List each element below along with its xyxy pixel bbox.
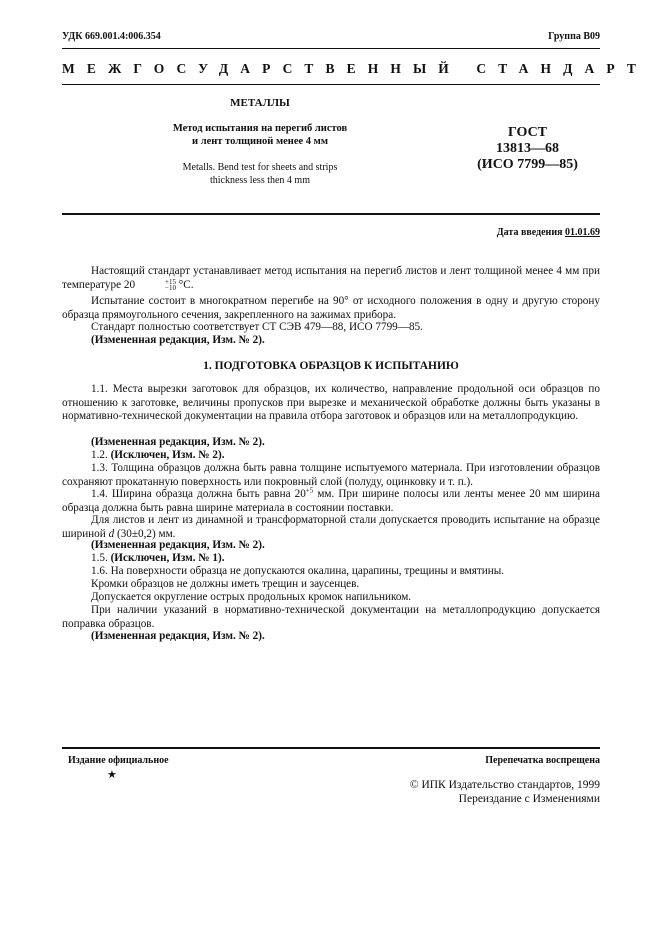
star-icon: ★ bbox=[107, 769, 117, 781]
classification-group: Группа В09 bbox=[548, 31, 600, 42]
temperature-tolerance: +15 −10 bbox=[165, 277, 176, 292]
introduction-date-value: 01.01.69 bbox=[565, 227, 600, 238]
official-edition: Издание официальное bbox=[68, 755, 169, 766]
clause-1-6-edges: Кромки образцов не должны иметь трещин и заусенцев. bbox=[91, 578, 360, 590]
clause-1-6-change: (Измененная редакция, Изм. № 2). bbox=[91, 630, 265, 642]
banner-interstate-standard: МЕЖГОСУДАРСТВЕННЫЙ СТАНДАРТ bbox=[62, 61, 648, 76]
intro-change-note: (Измененная редакция, Изм. № 2). bbox=[91, 334, 265, 346]
introduction-date-label: Дата введения bbox=[496, 227, 563, 238]
clause-1-3: 1.3. Толщина образцов должна быть равна толщине испытуемого материала. При изготовлении образцов сохраняют прокатанную поверхность или покровный слой (полуду, оцинковку и т. п.). bbox=[62, 462, 600, 488]
header-rule-bottom bbox=[62, 84, 600, 85]
gost-number: 13813—68 bbox=[496, 141, 559, 156]
udk-code: УДК 669.001.4:006.354 bbox=[62, 31, 161, 42]
intro-paragraph-method: Испытание состоит в многократном перегибе на 90° от исходного положения в одну и другую сторону образца прямоугольного сечения, закрепленного на зажимах прибора. bbox=[62, 295, 600, 321]
clause-1-1: 1.1. Места вырезки заготовок для образцов, их количество, направление продольной оси образцов по отношению к заготовке, величины пропусков при вырезке и механической обработке должны быть указаны в нормативно-технической документации на правила отбора заготовок и образцов или на металлопродукцию. bbox=[62, 383, 600, 422]
title-ru-line2: и лент толщиной менее 4 мм bbox=[192, 136, 328, 147]
intro-paragraph-scope: Настоящий стандарт устанавливает метод испытания на перегиб листов и лент толщиной менее 4 мм при температуре 20 +15 −10 °С. bbox=[62, 265, 600, 292]
clause-1-4-steel: Для листов и лент из динамной и трансформаторной стали допускается проводить испытание на образце шириной d (30±0,2) мм. bbox=[62, 514, 600, 540]
title-en-line2: thickness less then 4 mm bbox=[210, 175, 310, 186]
clause-1-2: 1.2. (Исключен, Изм. № 2). bbox=[91, 449, 225, 461]
footer-rule bbox=[62, 747, 600, 749]
clause-1-6-rounding: Допускается округление острых продольных кромок напильником. bbox=[91, 591, 412, 603]
title-ru-line1: Метод испытания на перегиб листов bbox=[172, 123, 348, 134]
gost-label: ГОСТ bbox=[507, 125, 548, 140]
clause-1-5: 1.5. (Исключен, Изм. № 1). bbox=[91, 552, 225, 564]
intro-paragraph-conformity: Стандарт полностью соответствует СТ СЭВ 479—88, ИСО 7799—85. bbox=[91, 321, 423, 333]
section-1-heading: 1. ПОДГОТОВКА ОБРАЗЦОВ К ИСПЫТАНИЮ bbox=[203, 360, 459, 372]
clause-1-1-change: (Измененная редакция, Изм. № 2). bbox=[91, 436, 265, 448]
reprint-prohibited: Перепечатка воспрещена bbox=[485, 755, 600, 766]
clause-1-6-straightening: При наличии указаний в нормативно-технической документации на металлопродукцию допускается поправка образцов. bbox=[62, 604, 600, 630]
introduction-date bbox=[497, 227, 600, 238]
clause-1-6: 1.6. На поверхности образца не допускаются окалина, царапины, трещины и вмятины. bbox=[91, 565, 505, 577]
header-rule-top bbox=[62, 48, 600, 49]
iso-equivalent: (ИСО 7799—85) bbox=[477, 157, 578, 172]
clause-1-4-change: (Измененная редакция, Изм. № 2). bbox=[91, 539, 265, 551]
document-title: МЕТАЛЛЫ bbox=[230, 97, 290, 109]
reissue-note: Переиздание с Изменениями bbox=[458, 793, 600, 805]
title-en-line1: Metalls. Bend test for sheets and strips bbox=[182, 162, 338, 173]
copyright-notice: © ИПК Издательство стандартов, 1999 bbox=[409, 779, 600, 791]
clause-1-4: 1.4. Ширина образца должна быть равна $20^{+5}$ мм. При ширине полосы или ленты менее 20 мм ширина образца должна быть равна ширине материала в состоянии поставки. bbox=[62, 486, 600, 514]
title-block-rule bbox=[62, 213, 600, 215]
